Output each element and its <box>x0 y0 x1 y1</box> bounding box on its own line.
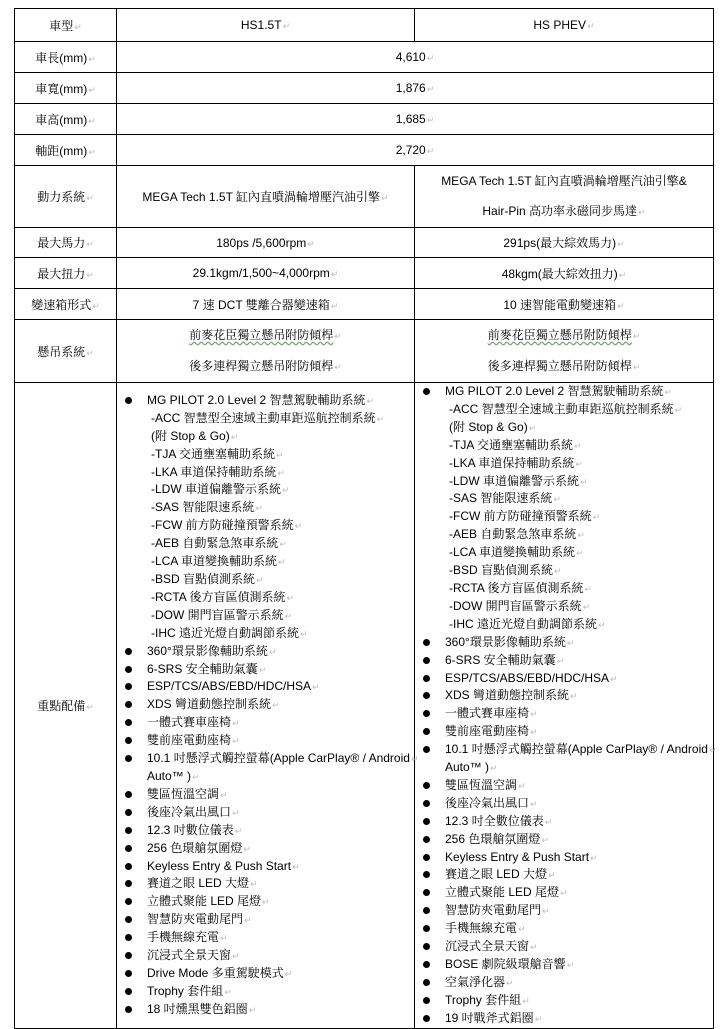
header-col1-cell: HS1.5T↵ <box>117 9 415 42</box>
feature-item: 智慧防夾電動尾門↵ <box>421 902 713 920</box>
feature-item: -AEB 自動緊急煞車系統↵ <box>449 527 585 542</box>
dim-row: 車高(mm)↵ 1,685↵ <box>15 104 714 135</box>
feature-item: -RCTA 後方盲區偵測系統↵ <box>449 580 592 595</box>
feature-text: 雙區恆溫空調 <box>445 777 518 792</box>
header-label-cell: 車型↵ <box>15 9 117 42</box>
feature-text: (附 Stop & Go) <box>449 419 528 434</box>
feature-item: Auto™ )↵ <box>445 760 498 775</box>
feature-text: Trophy 套件組 <box>445 992 522 1007</box>
feature-text: XDS 彎道動態控制系統 <box>445 688 570 703</box>
gearbox-col1: 7 速 DCT 雙離合器變速箱 <box>192 297 330 312</box>
feature-item: 雙區恆溫空調↵ <box>123 786 414 804</box>
feature-text: ESP/TCS/ABS/EBD/HDC/HSA <box>445 670 610 685</box>
feature-item: 12.3 吋全數位儀表↵ <box>421 813 713 831</box>
feature-text: 雙前座電動座椅 <box>147 733 232 748</box>
feature-text: -RCTA 後方盲區偵測系統 <box>151 589 286 604</box>
feature-text: XDS 彎道動態控制系統 <box>147 697 272 712</box>
feature-item: Auto™ )↵ <box>147 768 200 783</box>
feature-item: Trophy 套件組↵ <box>123 983 414 1001</box>
suspension-col1-line1: 前麥花臣獨立懸吊附防傾桿 <box>189 328 334 342</box>
power-col1: 180ps /5,600rpm <box>216 235 307 250</box>
feature-item: 360°環景影像輔助系統↵ <box>421 634 713 652</box>
feature-item: ESP/TCS/ABS/EBD/HDC/HSA↵ <box>123 678 414 696</box>
dim-label: 車寬(mm) <box>35 81 88 96</box>
header-col2: HS PHEV <box>533 18 587 32</box>
feature-item: 256 色環艙氛圍燈↵ <box>123 840 414 858</box>
feature-text: -TJA 交通壅塞輔助系統 <box>449 437 574 452</box>
feature-text: 智慧防夾電動尾門 <box>147 912 244 927</box>
feature-item: -FCW 前方防碰撞預警系統↵ <box>151 518 303 533</box>
torque-row: 最大扭力↵ 29.1kgm/1,500~4,000rpm↵ 48kgm(最大綜效扭力)↵ <box>15 258 714 289</box>
feature-item: -BSD 盲點偵測系統↵ <box>449 563 562 578</box>
dim-row: 車寬(mm)↵ 1,876↵ <box>15 73 714 104</box>
feature-item: -LDW 車道偏離警示系統↵ <box>449 473 588 488</box>
feature-item: (附 Stop & Go)↵ <box>449 419 537 434</box>
feature-text: Auto™ ) <box>147 768 192 783</box>
feature-text: -AEB 自動緊急煞車系統 <box>151 536 279 551</box>
feature-item: 手機無線充電↵ <box>421 920 713 938</box>
feature-text: 360°環景影像輔助系統 <box>147 643 268 658</box>
feature-text: 19 吋戰斧式鋁圈 <box>445 1010 534 1025</box>
header-label: 車型 <box>49 18 74 33</box>
feature-item: 一體式賽車座椅↵ <box>123 714 414 732</box>
feature-text: 18 吋燻黑雙色鋁圈 <box>147 1001 248 1016</box>
header-col1: HS1.5T <box>240 18 282 32</box>
suspension-label: 懸吊系統 <box>37 344 86 359</box>
feature-item: -LCA 車道變換輔助系統↵ <box>151 554 286 569</box>
feature-item: MG PILOT 2.0 Level 2 智慧駕駛輔助系統↵ <box>421 383 713 401</box>
feature-text: 立體式聚能 LED 尾燈 <box>147 894 262 909</box>
feature-text: -LKA 車道保持輔助系統 <box>151 464 277 479</box>
torque-col2: 48kgm(最大綜效扭力) <box>501 266 618 281</box>
feature-item: 沉浸式全景天窗↵ <box>421 938 713 956</box>
feature-text: 後座冷氣出風口 <box>147 804 232 819</box>
feature-item: 10.1 吋懸浮式觸控螢幕(Apple CarPlay® / Android↵ <box>123 750 414 768</box>
feature-text: 360°環景影像輔助系統 <box>445 634 566 649</box>
feature-text: -LDW 車道偏離警示系統 <box>449 473 579 488</box>
feature-text: -SAS 智能限速系統 <box>151 500 255 515</box>
feature-item: 立體式聚能 LED 尾燈↵ <box>123 893 414 911</box>
feature-item: 6-SRS 安全輔助氣囊↵ <box>123 661 414 679</box>
feature-item: 手機無線充電↵ <box>123 929 414 947</box>
feature-item: 10.1 吋懸浮式觸控螢幕(Apple CarPlay® / Android↵ <box>421 741 713 759</box>
feature-text: 沉浸式全景天窗 <box>445 939 530 954</box>
feature-item: 賽道之眼 LED 大燈↵ <box>421 866 713 884</box>
feature-text: 256 色環艙氛圍燈 <box>147 840 243 855</box>
feature-text: 10.1 吋懸浮式觸控螢幕(Apple CarPlay® / Android <box>147 751 410 766</box>
dim-label: 軸距(mm) <box>35 143 88 158</box>
feature-text: -RCTA 後方盲區偵測系統 <box>449 580 584 595</box>
feature-text: -TJA 交通壅塞輔助系統 <box>151 446 276 461</box>
power-col2: 291ps(最大綜效馬力) <box>503 236 617 250</box>
feature-text: (附 Stop & Go) <box>151 428 230 443</box>
feature-text: 6-SRS 安全輔助氣囊 <box>445 652 556 667</box>
engine-row: 動力系統↵ MEGA Tech 1.5T 缸內直噴渦輪增壓汽油引擎↵ MEGA Tech 1.5T 缸內直噴渦輪增壓汽油引擎& Hair-Pin 高功率永磁同步馬達↵ <box>15 166 714 228</box>
feature-item: -FCW 前方防碰撞預警系統↵ <box>449 509 601 524</box>
feature-text: ESP/TCS/ABS/EBD/HDC/HSA <box>147 679 312 694</box>
feature-item: -TJA 交通壅塞輔助系統↵ <box>449 437 582 452</box>
feature-text: 一體式賽車座椅 <box>445 706 530 721</box>
feature-text: 12.3 吋全數位儀表 <box>445 813 544 828</box>
feature-item: Trophy 套件組↵ <box>421 992 713 1010</box>
feature-text: 雙區恆溫空調 <box>147 786 220 801</box>
gearbox-col2: 10 速智能電動變速箱 <box>503 297 617 312</box>
dim-value: 2,720 <box>395 143 426 157</box>
feature-item: -ACC 智慧型全速域主動車距巡航控制系統↵ <box>449 401 683 416</box>
features-col2-list <box>415 383 717 1028</box>
feature-item: -RCTA 後方盲區偵測系統↵ <box>151 589 294 604</box>
feature-item: 後座冷氣出風口↵ <box>123 804 414 822</box>
feature-item: Keyless Entry & Push Start↵ <box>123 858 414 876</box>
feature-text: Keyless Entry & Push Start <box>147 858 292 873</box>
feature-text: -AEB 自動緊急煞車系統 <box>449 527 577 542</box>
feature-item: 空氣淨化器↵ <box>421 974 713 992</box>
feature-item: -LCA 車道變換輔助系統↵ <box>449 545 584 560</box>
feature-text: -ACC 智慧型全速域主動車距巡航控制系統 <box>151 410 376 425</box>
feature-text: 6-SRS 安全輔助氣囊 <box>147 661 258 676</box>
feature-text: -SAS 智能限速系統 <box>449 491 553 506</box>
header-row <box>15 9 714 42</box>
feature-item: -LDW 車道偏離警示系統↵ <box>151 482 290 497</box>
gearbox-label: 變速箱形式 <box>31 297 92 312</box>
feature-text: 一體式賽車座椅 <box>147 715 232 730</box>
suspension-col2-line1: 前麥花臣獨立懸吊附防傾桿 <box>487 328 632 342</box>
feature-item: -LKA 車道保持輔助系統↵ <box>151 464 285 479</box>
feature-text: 12.3 吋數位儀表 <box>147 822 234 837</box>
feature-text: -LCA 車道變換輔助系統 <box>151 554 278 569</box>
features-label: 重點配備 <box>37 698 86 713</box>
feature-item: 雙前座電動座椅↵ <box>123 732 414 750</box>
feature-item: Keyless Entry & Push Start↵ <box>421 849 713 867</box>
feature-text: 賽道之眼 LED 大燈 <box>147 876 250 891</box>
feature-item: BOSE 劇院級環艙音響↵ <box>421 956 713 974</box>
feature-text: -LKA 車道保持輔助系統 <box>449 455 575 470</box>
torque-label: 最大扭力 <box>37 266 86 281</box>
feature-item: 後座冷氣出風口↵ <box>421 795 713 813</box>
feature-item: MG PILOT 2.0 Level 2 智慧駕駛輔助系統↵ <box>123 392 414 410</box>
feature-text: 手機無線充電 <box>445 921 518 936</box>
dim-value: 4,610 <box>395 50 426 64</box>
feature-item: 立體式聚能 LED 尾燈↵ <box>421 884 713 902</box>
feature-item: 賽道之眼 LED 大燈↵ <box>123 875 414 893</box>
feature-text: 智慧防夾電動尾門 <box>445 903 542 918</box>
feature-text: 手機無線充電 <box>147 930 220 945</box>
feature-item: 19 吋戰斧式鋁圈↵ <box>421 1010 713 1028</box>
engine-col2-line2: Hair-Pin 高功率永磁同步馬達 <box>482 204 638 218</box>
header-col2-cell: HS PHEV↵ <box>415 9 714 42</box>
features-row: 重點配備↵ MG PILOT 2.0 Level 2 智慧駕駛輔助系統↵ -ACC 智慧型全速域主動車距巡航控制系統↵ (附 Stop & Go)↵ -TJA 交通壅塞輔助系統↵ -LKA 車道保持輔助系統↵ -LDW 車道偏離警示系統↵ -SAS 智能限速系統↵ -FCW 前方防碰撞預警系統↵ -AEB 自動緊急煞車系統↵ -LCA 車道變換輔助系統↵ -BSD 盲點偵測系統↵ -RCTA 後方盲區偵測系統↵ -DOW 開門盲區警示系統↵ -IHC 遠近光燈自動調節系統↵ 360°環景影像輔助系統↵ 6-SRS 安全輔助氣囊↵ ESP/TCS/ABS/EBD/HDC/HSA↵ XDS 彎道動態控制系統↵ 一體式賽車座椅↵ 雙前座電動座椅↵ 10.1 吋懸浮式觸控螢幕(Apple CarPlay® / Android↵ Auto™ )↵ 雙區恆溫空調↵ 後座冷氣出風口↵ 12.3 吋數位儀表↵ 256 色環艙氛圍燈↵ Keyless Entry & Push Start↵ 賽道之眼 LED 大燈↵ 立體式聚能 LED 尾燈↵ 智慧防夾電動尾門↵ 手機無線充電↵ 沉浸式全景天窗↵ Drive Mode 多重駕駛模式↵ Trophy 套件組↵ 18 吋燻黑雙色鋁圈↵ MG PILOT 2.0 Level 2 智慧駕駛輔助系統↵ -ACC 智慧型全速域主動車距巡航控制系統↵ (附 Stop & Go)↵ -TJA 交通壅塞輔助系統↵ -LKA 車道保持輔助系統↵ -LDW 車道偏離警示系統↵ -SAS 智能限速系統↵ -FCW 前方防碰撞預警系統↵ -AEB 自動緊急煞車系統↵ -LCA 車道變換輔助系統↵ -BSD 盲點偵測系統↵ -RCTA 後方盲區偵測系統↵ -DOW 開門盲區警示系統↵ -IHC 遠近光燈自動調節系統↵ 360°環景影像輔助系統↵ 6-SRS 安全輔助氣囊↵ ESP/TCS/ABS/EBD/HDC/HSA↵ XDS 彎道動態控制系統↵ 一體式賽車座椅↵ 雙前座電動座椅↵ 10.1 吋懸浮式觸控螢幕(Apple CarPlay® / Android↵ Auto™ )↵ 雙區恆溫空調↵ 後座冷氣出風口↵ 12.3 吋全數位儀表↵ 256 色環艙氛圍燈↵ Keyless Entry & Push Start↵ 賽道之眼 LED 大燈↵ 立體式聚能 LED 尾燈↵ 智慧防夾電動尾門↵ 手機無線充電↵ 沉浸式全景天窗↵ BOSE 劇院級環艙音響↵ 空氣淨化器↵ Trophy 套件組↵ 19 吋戰斧式鋁圈↵ <box>15 383 714 1029</box>
power-label: 最大馬力 <box>37 236 86 250</box>
feature-text: -IHC 遠近光燈自動調節系統 <box>449 616 597 631</box>
dim-label: 車高(mm) <box>35 112 88 127</box>
feature-item: -TJA 交通壅塞輔助系統↵ <box>151 446 284 461</box>
feature-text: -FCW 前方防碰撞預警系統 <box>151 518 294 533</box>
feature-text: 空氣淨化器 <box>445 974 506 989</box>
feature-item: ESP/TCS/ABS/EBD/HDC/HSA↵ <box>421 670 713 688</box>
feature-text: -DOW 開門盲區警示系統 <box>449 598 582 613</box>
dim-row: 車長(mm)↵ 4,610↵ <box>15 42 714 73</box>
feature-item: 雙區恆溫空調↵ <box>421 777 713 795</box>
feature-item: -SAS 智能限速系統↵ <box>151 500 263 515</box>
feature-item: -DOW 開門盲區警示系統↵ <box>449 598 591 613</box>
feature-text: -LCA 車道變換輔助系統 <box>449 545 576 560</box>
feature-item: 256 色環艙氛圍燈↵ <box>421 831 713 849</box>
feature-text: Auto™ ) <box>445 760 490 775</box>
suspension-row: 懸吊系統↵ 前麥花臣獨立懸吊附防傾桿↵ 後多連桿獨立懸吊附防傾桿↵ 前麥花臣獨立懸吊附防傾桿↵ 後多連桿獨立懸吊附防傾桿↵ <box>15 320 714 383</box>
features-col1-list <box>117 392 419 1019</box>
dim-value: 1,876 <box>395 81 426 95</box>
dim-value: 1,685 <box>395 112 426 126</box>
feature-text: 雙前座電動座椅 <box>445 724 530 739</box>
engine-label: 動力系統 <box>37 190 86 204</box>
feature-item: 智慧防夾電動尾門↵ <box>123 911 414 929</box>
feature-item: 沉浸式全景天窗↵ <box>123 947 414 965</box>
feature-item: (附 Stop & Go)↵ <box>151 428 239 443</box>
feature-text: -FCW 前方防碰撞預警系統 <box>449 509 592 524</box>
feature-text: 256 色環艙氛圍燈 <box>445 831 541 846</box>
feature-item: -ACC 智慧型全速域主動車距巡航控制系統↵ <box>151 410 385 425</box>
feature-item: XDS 彎道動態控制系統↵ <box>421 687 713 705</box>
feature-item: 6-SRS 安全輔助氣囊↵ <box>421 652 713 670</box>
feature-text: 賽道之眼 LED 大燈 <box>445 867 548 882</box>
feature-text: Trophy 套件組 <box>147 983 224 998</box>
feature-text: 後座冷氣出風口 <box>445 795 530 810</box>
feature-item: Drive Mode 多重駕駛模式↵ <box>123 965 414 983</box>
dim-label: 車長(mm) <box>35 50 88 65</box>
feature-item: -AEB 自動緊急煞車系統↵ <box>151 536 287 551</box>
feature-text: -BSD 盲點偵測系統 <box>449 563 554 578</box>
feature-text: -DOW 開門盲區警示系統 <box>151 607 284 622</box>
dim-row: 軸距(mm)↵ 2,720↵ <box>15 135 714 166</box>
feature-item: 360°環景影像輔助系統↵ <box>123 643 414 661</box>
feature-item: 雙前座電動座椅↵ <box>421 723 713 741</box>
feature-item: -DOW 開門盲區警示系統↵ <box>151 607 293 622</box>
spec-table <box>14 8 717 1029</box>
feature-text: -BSD 盲點偵測系統 <box>151 572 256 587</box>
suspension-col2-line2: 後多連桿獨立懸吊附防傾桿 <box>487 359 632 373</box>
feature-text: 沉浸式全景天窗 <box>147 948 232 963</box>
feature-item: -LKA 車道保持輔助系統↵ <box>449 455 583 470</box>
feature-text: Drive Mode 多重駕駛模式 <box>147 965 284 980</box>
feature-item: 18 吋燻黑雙色鋁圈↵ <box>123 1001 414 1019</box>
torque-col1: 29.1kgm/1,500~4,000rpm <box>192 266 330 280</box>
feature-item: -IHC 遠近光燈自動調節系統↵ <box>449 616 606 631</box>
feature-text: BOSE 劇院級環艙音響 <box>445 957 566 971</box>
engine-col1: MEGA Tech 1.5T 缸內直噴渦輪增壓汽油引擎 <box>142 190 381 204</box>
feature-text: 10.1 吋懸浮式觸控螢幕(Apple CarPlay® / Android <box>445 742 708 757</box>
feature-item: -IHC 遠近光燈自動調節系統↵ <box>151 625 308 640</box>
feature-item: 12.3 吋數位儀表↵ <box>123 822 414 840</box>
suspension-col1-line2: 後多連桿獨立懸吊附防傾桿 <box>189 359 334 373</box>
engine-col2-line1: MEGA Tech 1.5T 缸內直噴渦輪增壓汽油引擎& <box>441 174 687 188</box>
feature-text: 立體式聚能 LED 尾燈 <box>445 885 560 900</box>
feature-text: MG PILOT 2.0 Level 2 智慧駕駛輔助系統 <box>147 392 366 407</box>
feature-item: -BSD 盲點偵測系統↵ <box>151 572 264 587</box>
feature-item: -SAS 智能限速系統↵ <box>449 491 561 506</box>
feature-text: MG PILOT 2.0 Level 2 智慧駕駛輔助系統 <box>445 384 664 398</box>
feature-item: XDS 彎道動態控制系統↵ <box>123 696 414 714</box>
power-row: 最大馬力↵ 180ps /5,600rpm↵ 291ps(最大綜效馬力)↵ <box>15 228 714 258</box>
feature-text: -IHC 遠近光燈自動調節系統 <box>151 625 299 640</box>
feature-text: -ACC 智慧型全速域主動車距巡航控制系統 <box>449 401 674 416</box>
gearbox-row: 變速箱形式↵ 7 速 DCT 雙離合器變速箱↵ 10 速智能電動變速箱↵ <box>15 289 714 320</box>
feature-text: -LDW 車道偏離警示系統 <box>151 482 281 497</box>
feature-item: 一體式賽車座椅↵ <box>421 705 713 723</box>
feature-text: Keyless Entry & Push Start <box>445 849 590 864</box>
